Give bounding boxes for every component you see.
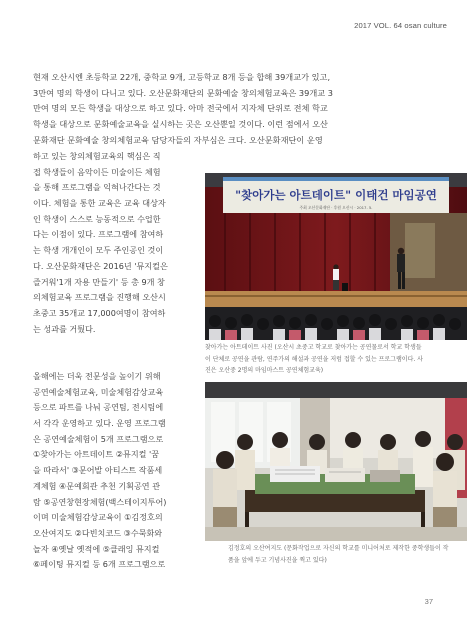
text-line: 놀자 ④옛날 옛적에 ⑤클래잉 뮤지컬 <box>33 543 160 554</box>
left-paragraph-1 <box>33 149 201 337</box>
page-number: 37 <box>424 597 433 606</box>
text-line: ⑥페이팅 뮤지컬 등 6개 프로그램으로 <box>33 559 166 570</box>
caption-line: 김정호의 오산여지도 (문화작업으로 자신의 학교를 미니어처로 제작한 중학생들이 작 <box>228 545 449 552</box>
issue-label: 2017 VOL. 64 <box>354 21 403 30</box>
text-line: 오산여지도 ②다빈치코드 ③수묵화와 <box>33 527 163 538</box>
photo-caption-2 <box>228 543 448 566</box>
text-line: 현재 오산시엔 초등학교 22개, 중학교 9개, 고등학교 8개 등을 합해 39개교가 있고, <box>33 72 331 82</box>
text-line: 즐거워'1개 자용 만들기' 등 총 9개 창 <box>33 276 165 287</box>
banner-title: "찾아가는 아트데이트" 이태건 마임공연 <box>235 188 437 202</box>
magazine-name: osan culture <box>404 21 447 30</box>
running-header <box>354 21 447 30</box>
caption-line: 이 단체로 공연을 관람, 연주가의 해설과 공연을 저럼 접할 수 있는 프로그램이다. 사 <box>205 355 423 363</box>
text-line: 문화재단 문화예술 창의체험교육 담당자들의 자부심은 크다. 오산문화재단이 운영 <box>33 134 323 145</box>
text-line: 초중고 35개교 17,000여명이 참여하 <box>33 307 166 318</box>
text-line: 다는 이점이 있다. 프로그램에 참여하 <box>33 229 164 240</box>
caption-line: 진은 오산중 2명의 마임마스트 공연체험교육) <box>205 367 324 374</box>
text-line: 만여 명의 모든 학생을 대상으로 하고 있다. 아마 전국에서 지자체 단위로 전체 학교 <box>33 103 328 114</box>
text-line: 는 학생 개개인이 모두 주인공인 것이 <box>33 245 164 256</box>
students-model-photo <box>205 382 467 541</box>
text-line: 올해에는 더욱 전문성을 높이기 위해 <box>33 371 161 381</box>
text-line: ①찾아가는 아트데이트 ②뮤지컬 '꿈 <box>33 449 160 460</box>
text-line: 인 학생이 스스로 능동적으로 수업한 <box>33 213 161 224</box>
text-line: 의체험교육 프로그램을 진행해 오산시 <box>33 292 166 303</box>
caption-line: 찾아가는 아트데이트 사진 (오산시 초중고 학교로 찾아가는 공연물로서 학교 학생들 <box>205 344 422 351</box>
text-line: 등으로 파트를 나눠 공연팀, 전시팀에 <box>33 402 164 413</box>
text-line: 공연예술체험교육, 미술체험감상교육 <box>33 386 164 397</box>
text-line: 접 학생들이 음악이든 미술이든 체험 <box>33 166 161 177</box>
banner-subtitle: 주최 오산문화재단 · 후원 오산시 · 2017. 5. <box>299 205 373 210</box>
text-line: 학생을 대상으로 문화예술교육을 실시하는 곳은 오산뿐일 것이다. 이런 점에서 오산 <box>33 119 328 130</box>
intro-paragraph <box>33 70 333 148</box>
performance-photo <box>205 173 467 340</box>
text-line: 람 ⑤공연창현장체험(백스테이지투어) <box>33 496 167 507</box>
text-line: 서 각각 운영하고 있다. 운영 프로그램 <box>33 418 166 429</box>
text-line: 3만여 명의 학생이 다니고 있다. 오산문화재단의 문화예술 창의체험교육은 39개교 3 <box>33 87 333 98</box>
text-line: 을 따라서' ③문어발 아티스트 작품세 <box>33 465 163 476</box>
text-line: 이며 미술체험감상교육이 ①김정호의 <box>33 512 163 523</box>
photo-caption-1 <box>205 342 423 377</box>
left-paragraph-2 <box>33 369 201 573</box>
caption-line: 품을 앞에 두고 기념사진을 찍고 있다) <box>228 556 327 564</box>
text-line: 이다. 체험을 통한 교육은 교육 대상자 <box>33 198 166 209</box>
text-line: 는 성과를 거뒀다. <box>33 323 96 334</box>
text-line: 은 공연예술체험이 5개 프로그램으로 <box>33 433 164 444</box>
text-line: 계체험 ④문예회관 추천 기획공연 관 <box>33 480 161 491</box>
text-line: 다. 오산문화재단은 2016년 '뮤지컬은 <box>33 260 168 271</box>
text-line: 하고 있는 창의체험교육의 핵심은 직 <box>33 151 161 161</box>
text-line: 을 통해 프로그램을 익혀나간다는 것 <box>33 182 161 193</box>
